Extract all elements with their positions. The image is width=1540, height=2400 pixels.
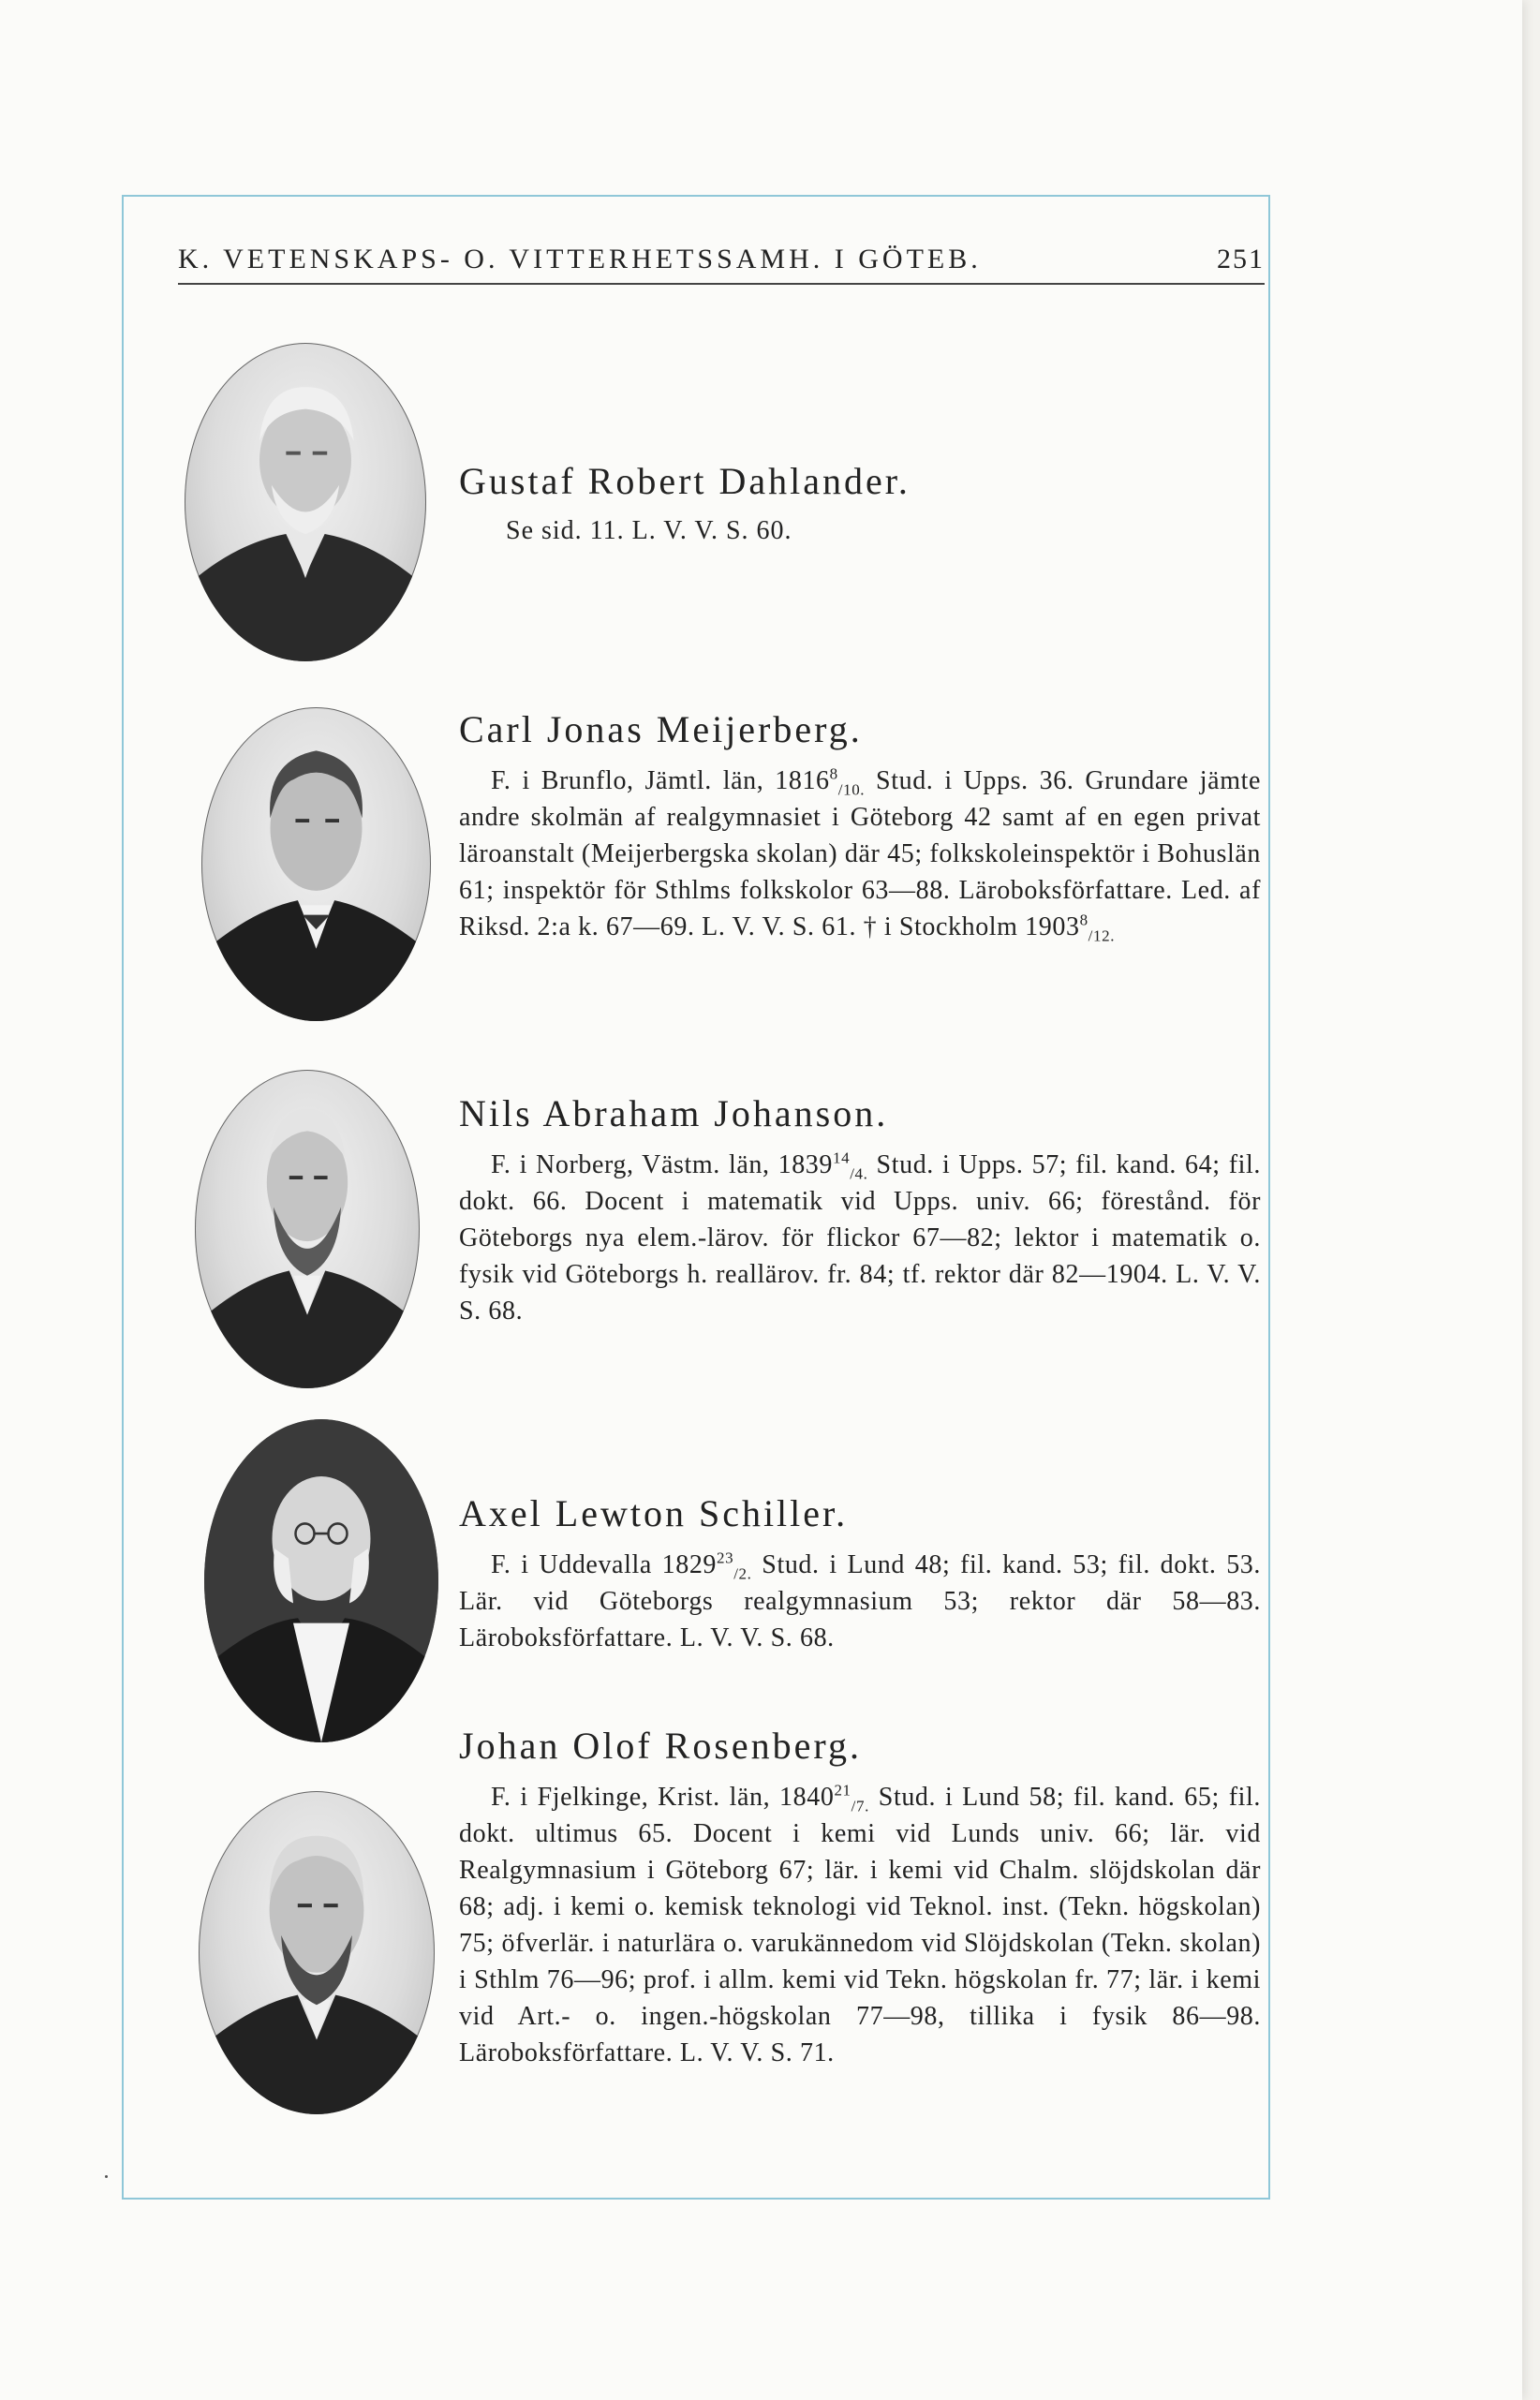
entry-name: Johan Olof Rosenberg.: [459, 1725, 862, 1767]
entry-bio: F. i Fjelkinge, Krist. län, $1840^{21}_{/7.}$ Stud. i Lund 58; fil. kand. 65; fil. dokt. ultimus 65. Docent i kemi vid Lunds univ. 66; lär. vid Realgymnasium i Göteborg 67; lär. i kemi vid Chalm. slöjdskolan där 68; adj. i kemi o. kemisk teknologi vid Teknol. inst. (Tekn. högskolan) 75; öfverlär. i naturlära o. varukännedom vid Slöjdskolan (Tekn. skolan) i Sthlm 76—96; prof. i allm. kemi vid Tekn. högskolan fr. 77; lär. i kemi vid Art.- o. ingen.-högskolan 77—98, tillika i fysik 86—98. Läroboksförfattare. L. V. V. S. 71.: [459, 1781, 1261, 2067]
header-title: K. VETENSKAPS- O. VITTERHETSSAMH. I GÖTEB.: [178, 244, 982, 274]
page-speck: [105, 2175, 108, 2178]
entry-bio: F. i Norberg, Västm. län, $1839^{14}_{/4.}$ Stud. i Upps. 57; fil. kand. 64; fil. dokt. 66. Docent i matematik vid Upps. univ. 66; förestånd. för Göteborgs nya elem.-lärov. för flickor 67—82; lektor i matematik o. fysik vid Göteborgs h. reallärov. fr. 84; tf. rektor där 82—1904. L. V. V. S. 68.: [459, 1148, 1261, 1326]
portrait-johanson: [195, 1070, 420, 1388]
running-header: [178, 240, 1265, 285]
entry-johanson: [459, 1091, 1261, 1329]
entry-rosenberg: [459, 1724, 1261, 2071]
entry-bio: F. i Brunflo, Jämtl. län, $1816^8_{/10.}$ Stud. i Upps. 36. Grundare jämte andre skolmän af realgymnasiet i Göteborg 42 samt af en egen privat läroanstalt (Meijerbergska skolan) där 45; folkskoleinspektör i Bohuslän 61; inspektör för Sthlms folkskolor 63—88. Läroboksförfattare. Led. af Riksd. 2:a k. 67—69. L. V. V. S. 61. † i Stockholm $1903^8_{/12.}$: [459, 764, 1261, 945]
entry-dahlander: [459, 459, 1255, 549]
portrait-rosenberg: [199, 1791, 435, 2114]
portrait-meijerberg: [201, 707, 431, 1021]
entry-name: Carl Jonas Meijerberg.: [459, 708, 863, 750]
entry-bio: Se sid. 11. L. V. V. S. 60.: [506, 516, 792, 545]
portrait-dahlander: [185, 343, 426, 661]
entry-bio: F. i Uddevalla $1829^{23}_{/2.}$ Stud. i Lund 48; fil. kand. 53; fil. dokt. 53. Lär. vid Göteborgs realgymnasium 53; rektor där 58—83. Läroboksförfattare. L. V. V. S. 68.: [459, 1548, 1261, 1652]
entry-name: Gustaf Robert Dahlander.: [459, 460, 911, 502]
entry-name: Axel Lewton Schiller.: [459, 1492, 849, 1534]
portrait-schiller: [204, 1419, 438, 1742]
entry-schiller: [459, 1491, 1261, 1656]
page-number: 251: [1217, 244, 1265, 274]
entry-name: Nils Abraham Johanson.: [459, 1092, 889, 1134]
entry-meijerberg: [459, 707, 1261, 945]
